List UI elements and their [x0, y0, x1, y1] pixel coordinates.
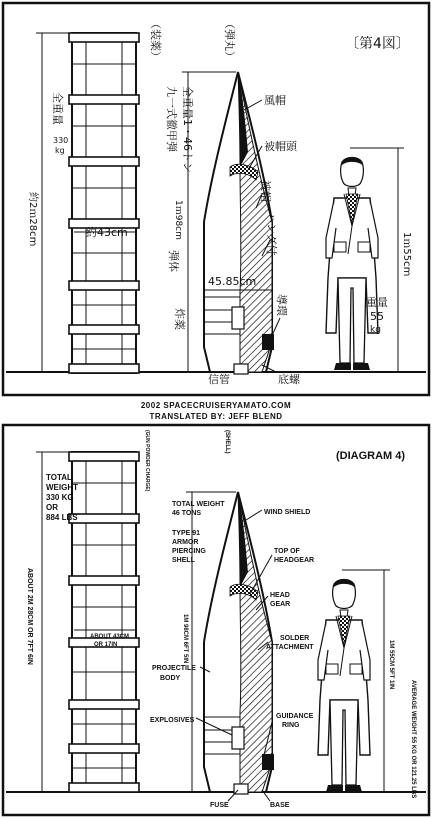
bottom-shell-type: [172, 530, 206, 564]
svg-text:BODY: BODY: [160, 675, 181, 682]
svg-text:SHELL: SHELL: [172, 557, 195, 564]
top-shell: [204, 72, 274, 374]
bottom-person-height: 1M 55CM 5FT 1IN: [388, 640, 394, 690]
top-charge-label: （装薬）: [149, 18, 162, 62]
bottom-guidance-ring: [276, 713, 314, 729]
bottom-person-weight: AVERAGE WEIGHT 55 KG OR 121.25 LBS: [410, 680, 416, 799]
svg-text:OR 17IN: OR 17IN: [94, 642, 118, 648]
bottom-projectile-body: [152, 665, 196, 682]
svg-text:全重量: 全重量: [51, 92, 64, 125]
bottom-shell: [204, 492, 274, 794]
top-charge-height: 約2ｍ28cm: [27, 192, 38, 247]
bottom-shell-weight: [172, 501, 225, 517]
top-person-weight: [366, 295, 388, 335]
top-diagram-label: 〔第4図〕: [345, 36, 410, 52]
top-charge-weight: [51, 92, 68, 155]
top-shell-length: 1ｍ98cm: [173, 200, 183, 240]
svg-text:TYPE 91: TYPE 91: [172, 530, 201, 537]
svg-text:TOTAL: TOTAL: [46, 473, 72, 482]
svg-text:TOTAL WEIGHT: TOTAL WEIGHT: [172, 501, 225, 508]
bottom-wind-shield: WIND SHIELD: [264, 509, 311, 516]
top-base: 底螺: [278, 373, 300, 386]
svg-text:ARMOR: ARMOR: [172, 539, 199, 546]
svg-text:OR: OR: [46, 503, 58, 512]
svg-text:GEAR: GEAR: [270, 601, 291, 608]
svg-text:ABOUT 43CM: ABOUT 43CM: [90, 634, 130, 640]
svg-text:330 KG: 330 KG: [46, 493, 74, 502]
top-shell-diameter: 45.85cm: [208, 275, 257, 288]
bottom-base: BASE: [270, 802, 290, 809]
top-solder: ハンダ付: [265, 212, 278, 256]
svg-text:kg: kg: [55, 146, 65, 155]
bottom-charge-height: ABOUT 2M 28CM OR 7FT 6IN: [26, 568, 33, 665]
svg-text:330: 330: [53, 136, 69, 145]
top-charge-diameter: 約43cm: [86, 226, 128, 239]
top-person-height: 1ｍ55cm: [401, 232, 412, 277]
svg-text:PIERCING: PIERCING: [172, 548, 206, 555]
svg-text:PROJECTILE: PROJECTILE: [152, 665, 196, 672]
top-shell-body: 弾体: [167, 250, 180, 272]
svg-text:HEAD: HEAD: [270, 592, 290, 599]
svg-text:TOP OF: TOP OF: [274, 548, 300, 555]
top-guide-ring: 導環: [275, 294, 288, 316]
svg-text:重量: 重量: [366, 296, 388, 309]
svg-text:kg: kg: [370, 325, 381, 335]
svg-text:GUIDANCE: GUIDANCE: [276, 713, 314, 720]
top-cap-top: 被帽頭: [264, 140, 297, 153]
svg-text:HEADGEAR: HEADGEAR: [274, 557, 315, 564]
bottom-charge-label: (GUN POWDER CHARGE): [144, 430, 150, 492]
top-wind-shield: 風帽: [264, 94, 286, 107]
svg-text:SOLDER: SOLDER: [280, 635, 310, 642]
top-powder-charge: [69, 33, 139, 373]
credit-site: 2002 SPACECRUISERYAMATO.COM: [140, 401, 292, 410]
top-shell-weight: 全重量1・46トン: [181, 86, 194, 173]
bottom-fuse: FUSE: [210, 802, 229, 809]
svg-text:WEIGHT: WEIGHT: [46, 483, 78, 492]
svg-text:884 LBS: 884 LBS: [46, 513, 78, 522]
bottom-top-of-headgear: [274, 548, 314, 564]
top-explosive: 炸薬: [173, 308, 186, 330]
svg-text:55: 55: [370, 310, 384, 323]
top-person: [326, 157, 378, 370]
bottom-head-gear: [270, 592, 290, 608]
top-cap: 被帽: [259, 180, 272, 202]
bottom-shell-length: 1M 98CM 6FT 5IN: [182, 614, 188, 664]
credit-translator: TRANSLATED BY: JEFF BLEND: [149, 412, 283, 421]
bottom-person: [318, 579, 370, 792]
top-shell-type: 九一式徹甲弾: [165, 86, 178, 152]
top-shell-label: （弾丸）: [223, 18, 236, 62]
svg-text:ATTACHMENT: ATTACHMENT: [266, 644, 314, 651]
bottom-powder-charge: [69, 452, 139, 792]
bottom-explosives: EXPLOSIVES: [150, 717, 195, 724]
top-fuse: 信管: [208, 373, 230, 386]
bottom-shell-label: (SHELL): [224, 430, 230, 454]
svg-text:46 TONS: 46 TONS: [172, 510, 202, 517]
bottom-diagram-label: (DIAGRAM 4): [336, 450, 406, 462]
svg-text:RING: RING: [282, 722, 300, 729]
bottom-solder-attachment: [266, 635, 314, 651]
